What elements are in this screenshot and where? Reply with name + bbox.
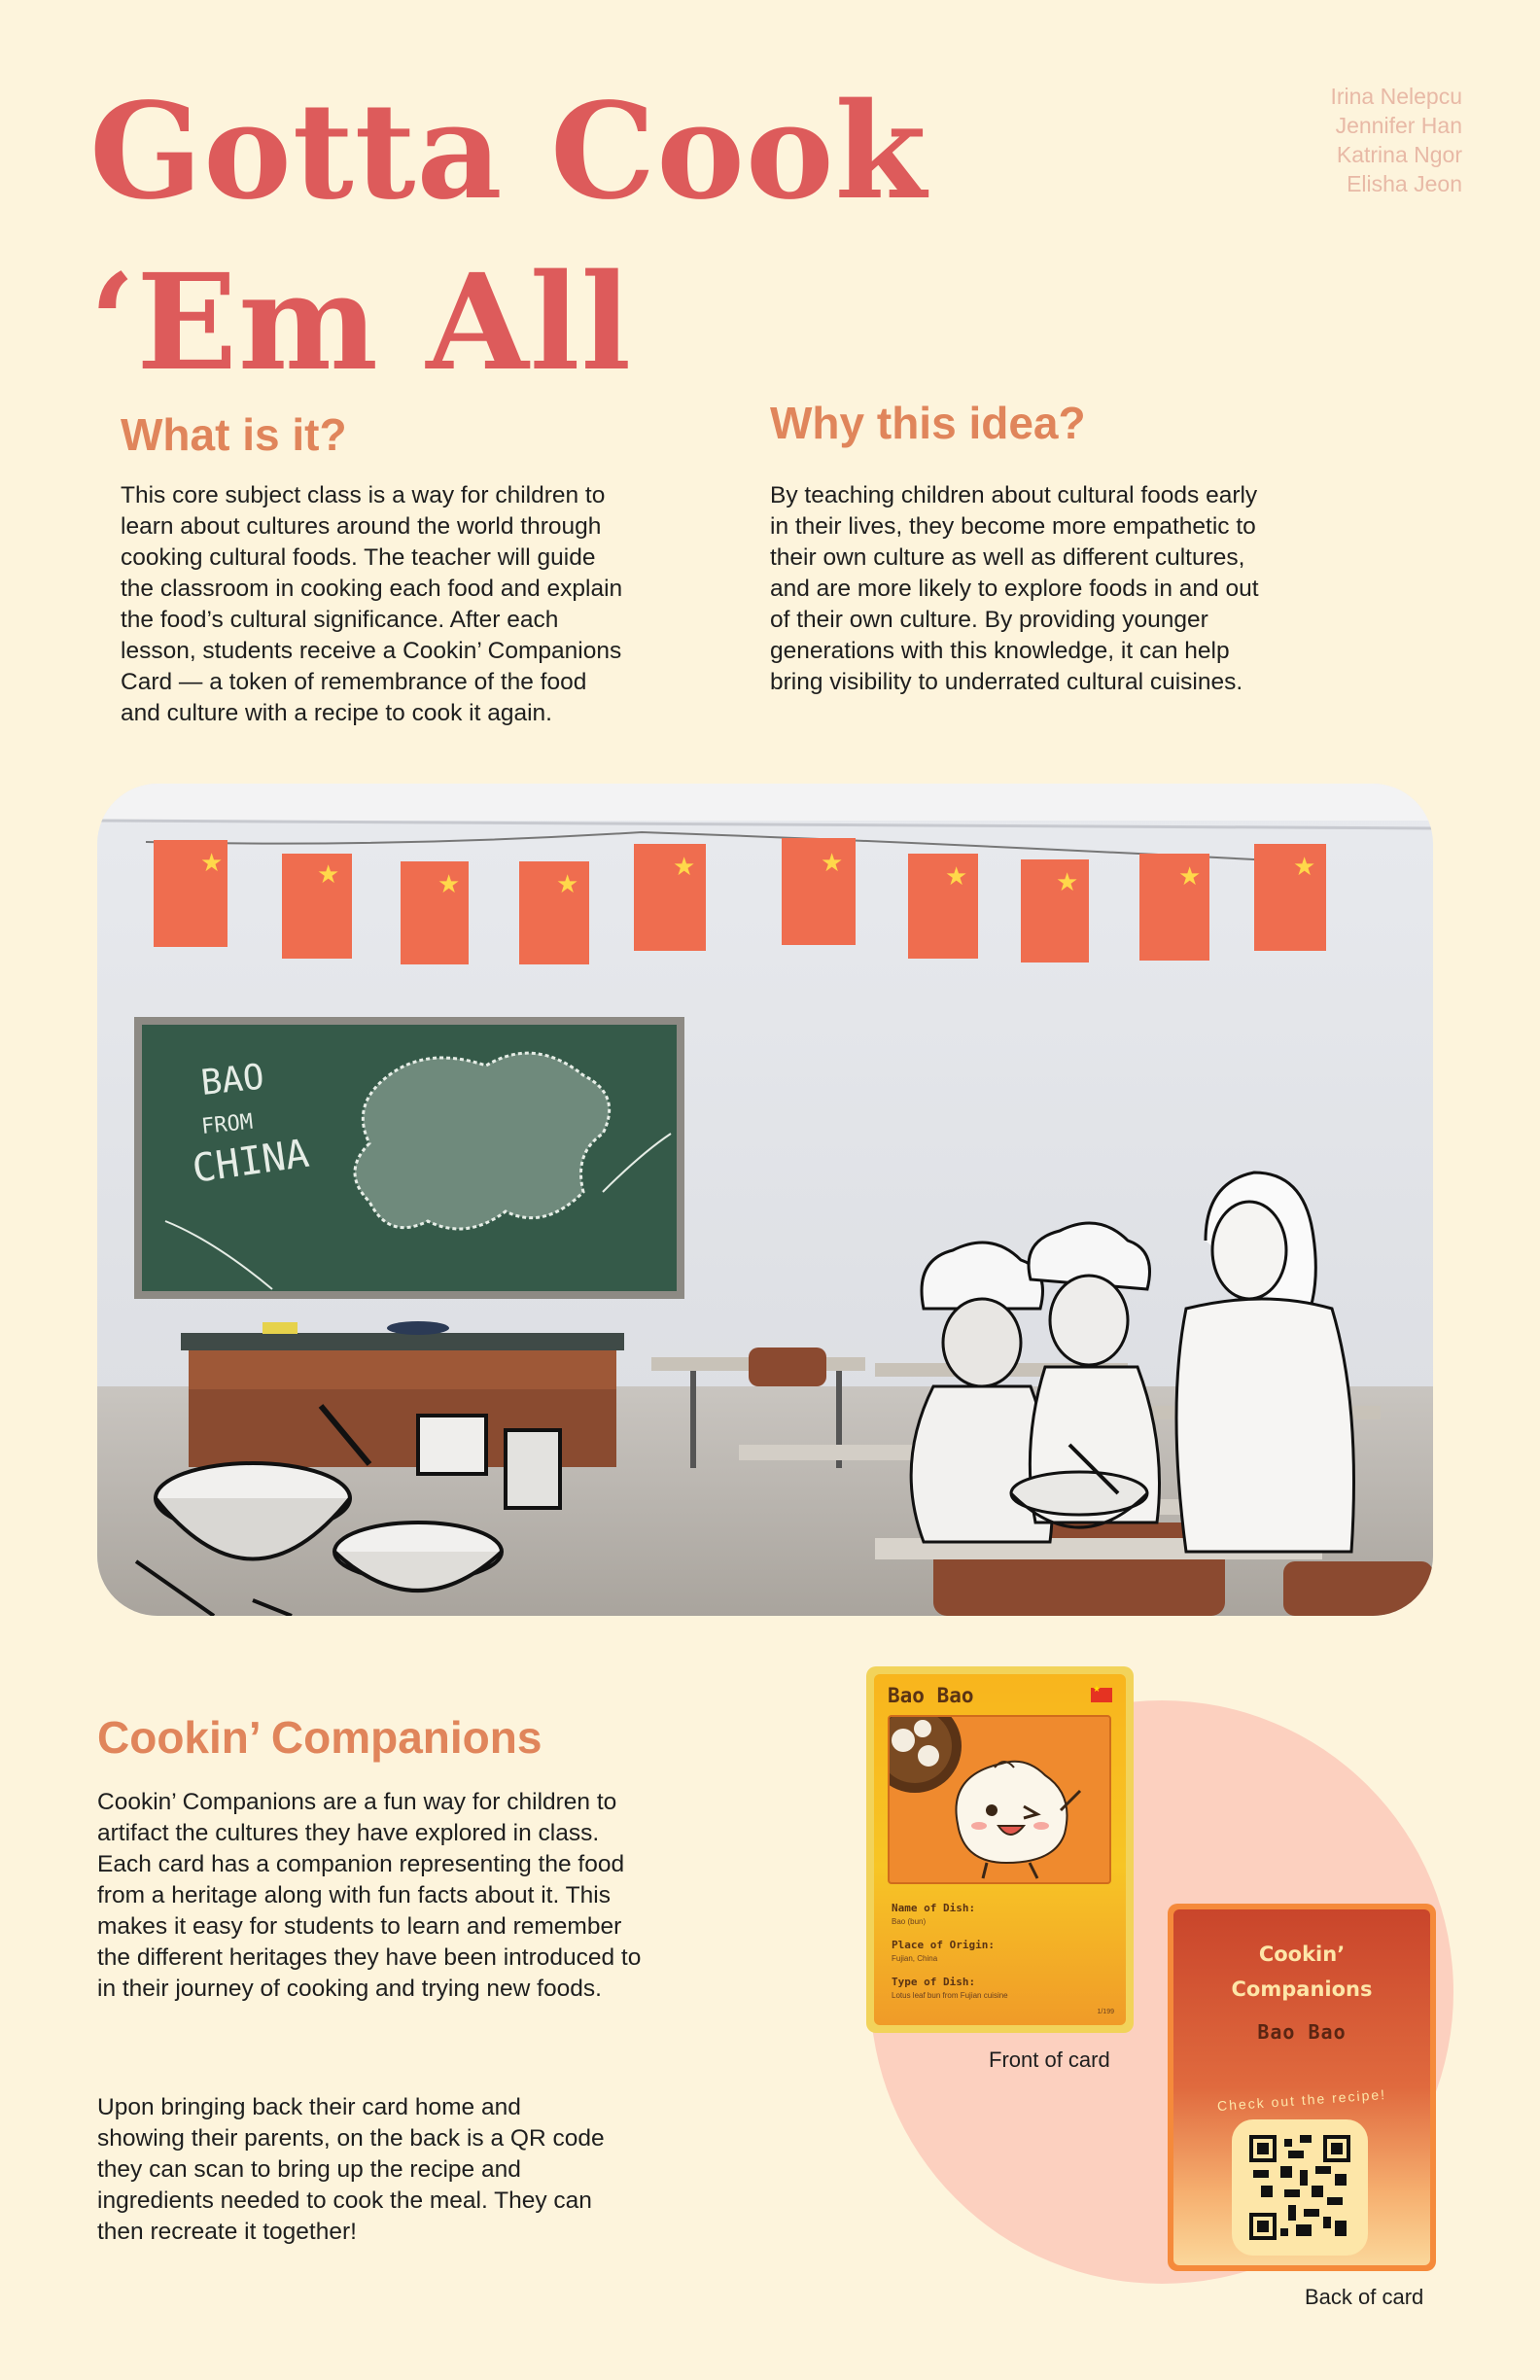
recipe-cta: Check out the recipe!	[1216, 2085, 1387, 2115]
card-field-label: Place of Origin:	[892, 1939, 995, 1951]
text-line: the classroom in cooking each food and explain	[121, 576, 623, 602]
text-line: lesson, students receive a Cookin’ Companions	[121, 638, 622, 664]
bao-character-art	[888, 1715, 1111, 1884]
text-line: then recreate it together!	[97, 2219, 357, 2245]
author-name: Irina Nelepcu	[1330, 84, 1462, 109]
card-brand-line: Companions	[1231, 1978, 1373, 2001]
author-name: Katrina Ngor	[1336, 142, 1462, 167]
card-companion-name: Bao Bao	[1257, 2020, 1347, 2044]
text-line: their own culture as well as different cultures,	[770, 544, 1245, 571]
card-field-value: Lotus leaf bun from Fujian cuisine	[892, 1991, 1008, 2000]
what-body	[121, 480, 723, 729]
back-card-caption: Back of card	[1305, 2285, 1424, 2309]
text-line: from a heritage along with fun facts about it. This	[97, 1882, 611, 1908]
text-line: bring visibility to underrated cultural cuisines.	[770, 669, 1243, 695]
text-line: learn about cultures around the world through	[121, 513, 602, 540]
why-body	[770, 480, 1392, 698]
text-line: and culture with a recipe to cook it again.	[121, 700, 552, 726]
text-line: Cookin’ Companions are a fun way for children to	[97, 1789, 617, 1815]
card-back	[1168, 1904, 1436, 2271]
card-field-label: Name of Dish:	[892, 1902, 976, 1914]
text-line: of their own culture. By providing younger	[770, 607, 1208, 633]
svg-text:★: ★	[1056, 867, 1079, 896]
card-field-value: Bao (bun)	[892, 1917, 927, 1926]
card-brand-line: Cookin’	[1258, 1942, 1346, 1966]
author-name: Jennifer Han	[1335, 113, 1462, 138]
card-brand	[1173, 1937, 1430, 2007]
author-list	[1330, 82, 1462, 198]
svg-text:★: ★	[438, 869, 461, 898]
what-heading: What is it?	[121, 409, 347, 460]
text-line: makes it easy for students to learn and remember	[97, 1913, 622, 1940]
author-name: Elisha Jeon	[1347, 171, 1462, 196]
text-line: cooking cultural foods. The teacher will guide	[121, 544, 596, 571]
text-line: Upon bringing back their card home and	[97, 2094, 521, 2120]
svg-text:★: ★	[1293, 852, 1316, 881]
svg-text:★: ★	[200, 848, 224, 877]
chalk-text: BAO	[198, 1057, 266, 1103]
text-line: in their lives, they become more empathetic to	[770, 513, 1256, 540]
card-field-label: Type of Dish:	[892, 1976, 976, 1988]
chalkboard	[134, 1017, 684, 1299]
card-companion-name: Bao Bao	[888, 1684, 974, 1707]
card-number: 1/199	[1097, 2009, 1114, 2015]
text-line: in their journey of cooking and trying new foods.	[97, 1976, 602, 2002]
svg-text:★: ★	[317, 859, 340, 889]
text-line: Each card has a companion representing the food	[97, 1851, 625, 1877]
companions-body-1	[97, 1787, 758, 2005]
text-line: ingredients needed to cook the meal. They can	[97, 2188, 592, 2214]
text-line: Card — a token of remembrance of the food	[121, 669, 587, 695]
svg-text:★: ★	[1178, 861, 1202, 891]
text-line: and are more likely to explore foods in and out	[770, 576, 1259, 602]
text-line: This core subject class is a way for children to	[121, 482, 606, 508]
text-line: showing their parents, on the back is a QR code	[97, 2125, 605, 2152]
text-line: artifact the cultures they have explored in class.	[97, 1820, 600, 1846]
front-card-caption: Front of card	[989, 2048, 1110, 2072]
title-line-1: Gotta Cook	[89, 74, 928, 229]
classroom-illustration	[97, 784, 1433, 1616]
poster-title	[89, 66, 928, 408]
card-front	[866, 1666, 1134, 2033]
title-line-2: ‘Em All	[89, 245, 633, 401]
qr-code-icon	[1249, 2135, 1350, 2240]
text-line: generations with this knowledge, it can help	[770, 638, 1230, 664]
text-line: they can scan to bring up the recipe and	[97, 2156, 521, 2183]
text-line: the different heritages they have been introduced to	[97, 1944, 642, 1971]
text-line: the food’s cultural significance. After each	[121, 607, 559, 633]
qr-code[interactable]	[1232, 2119, 1368, 2256]
svg-text:★: ★	[821, 848, 844, 877]
chalk-text: CHINA	[189, 1131, 312, 1192]
bao-mascot-icon	[890, 1717, 1111, 1884]
card-field-value: Fujian, China	[892, 1954, 938, 1963]
svg-text:★: ★	[556, 869, 579, 898]
chalk-text: FROM	[200, 1109, 255, 1139]
svg-text:★: ★	[673, 852, 696, 881]
companions-heading: Cookin’ Companions	[97, 1712, 542, 1763]
china-flag-icon	[1091, 1688, 1112, 1702]
companions-body-2	[97, 2092, 719, 2248]
classroom-scene	[97, 784, 1433, 1616]
why-heading: Why this idea?	[770, 398, 1086, 448]
text-line: By teaching children about cultural foods early	[770, 482, 1258, 508]
svg-text:★: ★	[945, 861, 968, 891]
